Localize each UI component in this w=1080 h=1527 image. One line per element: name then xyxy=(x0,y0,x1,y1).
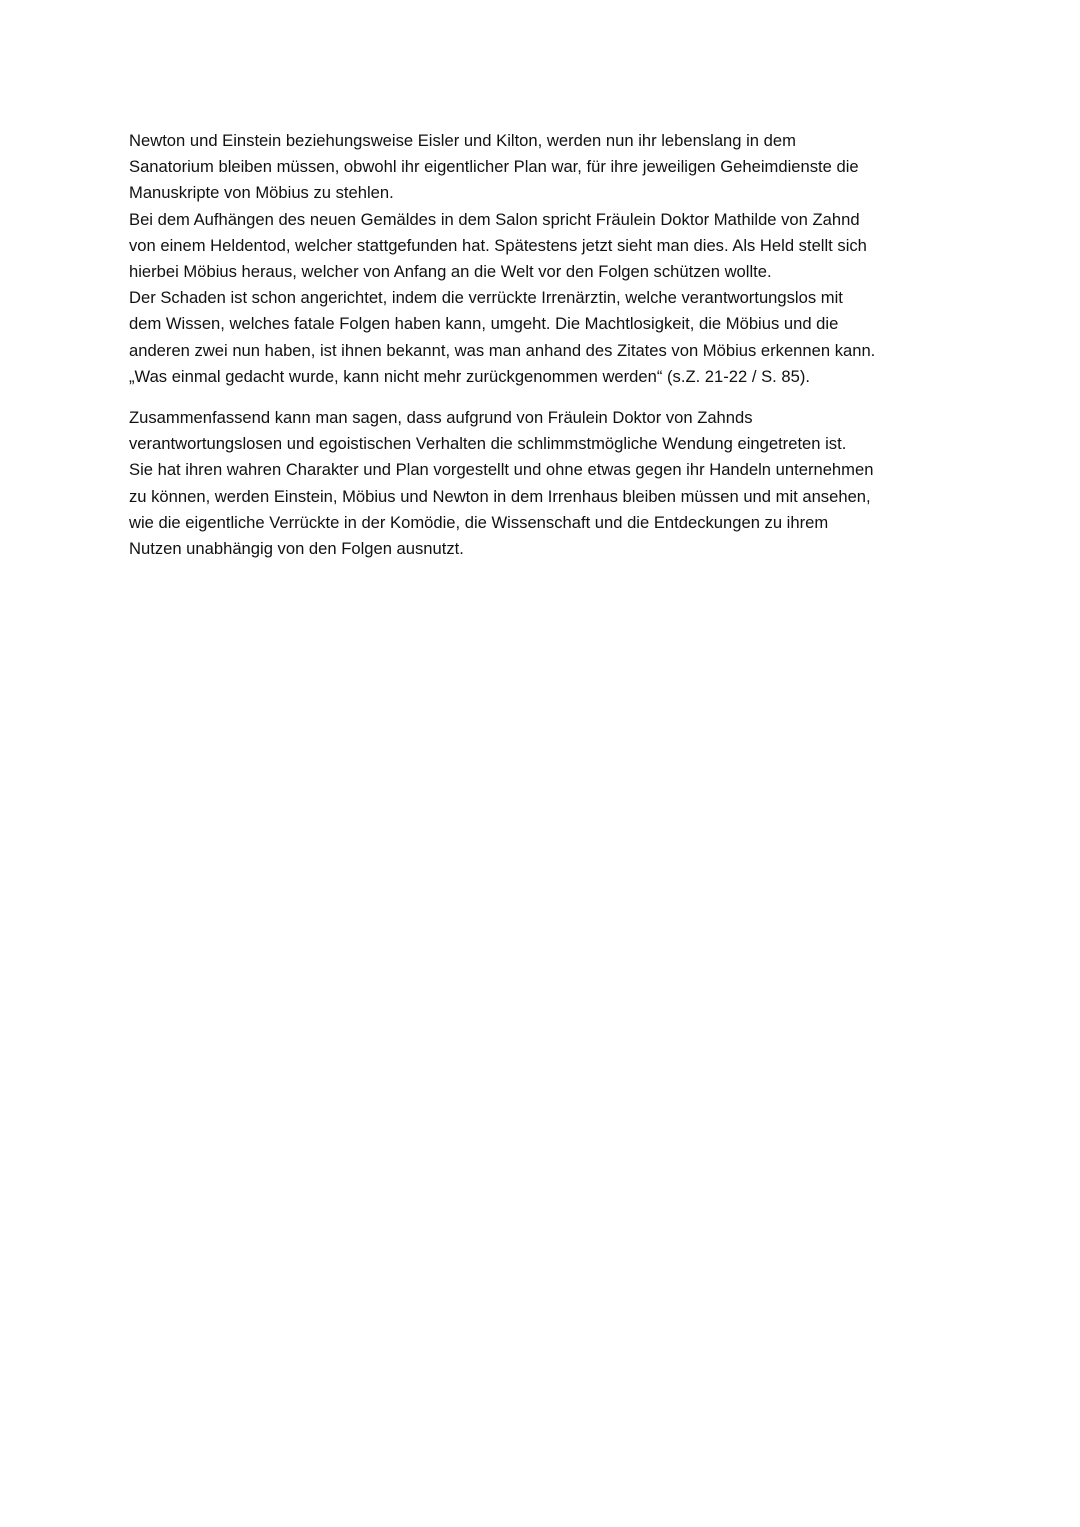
text-line: Der Schaden ist schon angerichtet, indem die verrückte Irrenärztin, welche verantwortungslos mit xyxy=(129,288,843,308)
paragraph-summary xyxy=(129,405,959,562)
text-line: zu können, werden Einstein, Möbius und Newton in dem Irrenhaus bleiben müssen und mit ansehen, xyxy=(129,486,871,506)
text-line: Zusammenfassend kann man sagen, dass aufgrund von Fräulein Doktor von Zahnds xyxy=(129,408,753,427)
text-line: von einem Heldentod, welcher stattgefunden hat. Spätestens jetzt sieht man dies. Als Held stellt sich xyxy=(129,235,867,255)
text-line: Manuskripte von Möbius zu stehlen. xyxy=(129,183,394,203)
text-line: Sanatorium bleiben müssen, obwohl ihr eigentlicher Plan war, für ihre jeweiligen Geheimdienste die xyxy=(129,157,859,177)
text-line: Newton und Einstein beziehungsweise Eisler und Kilton, werden nun ihr lebenslang in dem xyxy=(129,131,796,150)
paragraph-main xyxy=(129,128,959,390)
text-line: „Was einmal gedacht wurde, kann nicht mehr zurückgenommen werden“ (s.Z. 21-22 / S. 85). xyxy=(129,366,810,386)
text-line: Sie hat ihren wahren Charakter und Plan vorgestellt und ohne etwas gegen ihr Handeln unternehmen xyxy=(129,460,874,480)
text-line: verantwortungslosen und egoistischen Verhalten die schlimmstmögliche Wendung eingetreten ist. xyxy=(129,434,847,454)
text-line: hierbei Möbius heraus, welcher von Anfang an die Welt vor den Folgen schützen wollte. xyxy=(129,262,772,282)
text-line: wie die eigentliche Verrückte in der Komödie, die Wissenschaft und die Entdeckungen zu ihrem xyxy=(129,512,829,532)
text-line: anderen zwei nun haben, ist ihnen bekannt, was man anhand des Zitates von Möbius erkennen kann. xyxy=(129,340,876,360)
text-line: dem Wissen, welches fatale Folgen haben kann, umgeht. Die Machtlosigkeit, die Möbius und die xyxy=(129,314,839,334)
text-line: Nutzen unabhängig von den Folgen ausnutzt. xyxy=(129,539,464,559)
text-line: Bei dem Aufhängen des neuen Gemäldes in dem Salon spricht Fräulein Doktor Mathilde von Zahnd xyxy=(129,209,860,229)
